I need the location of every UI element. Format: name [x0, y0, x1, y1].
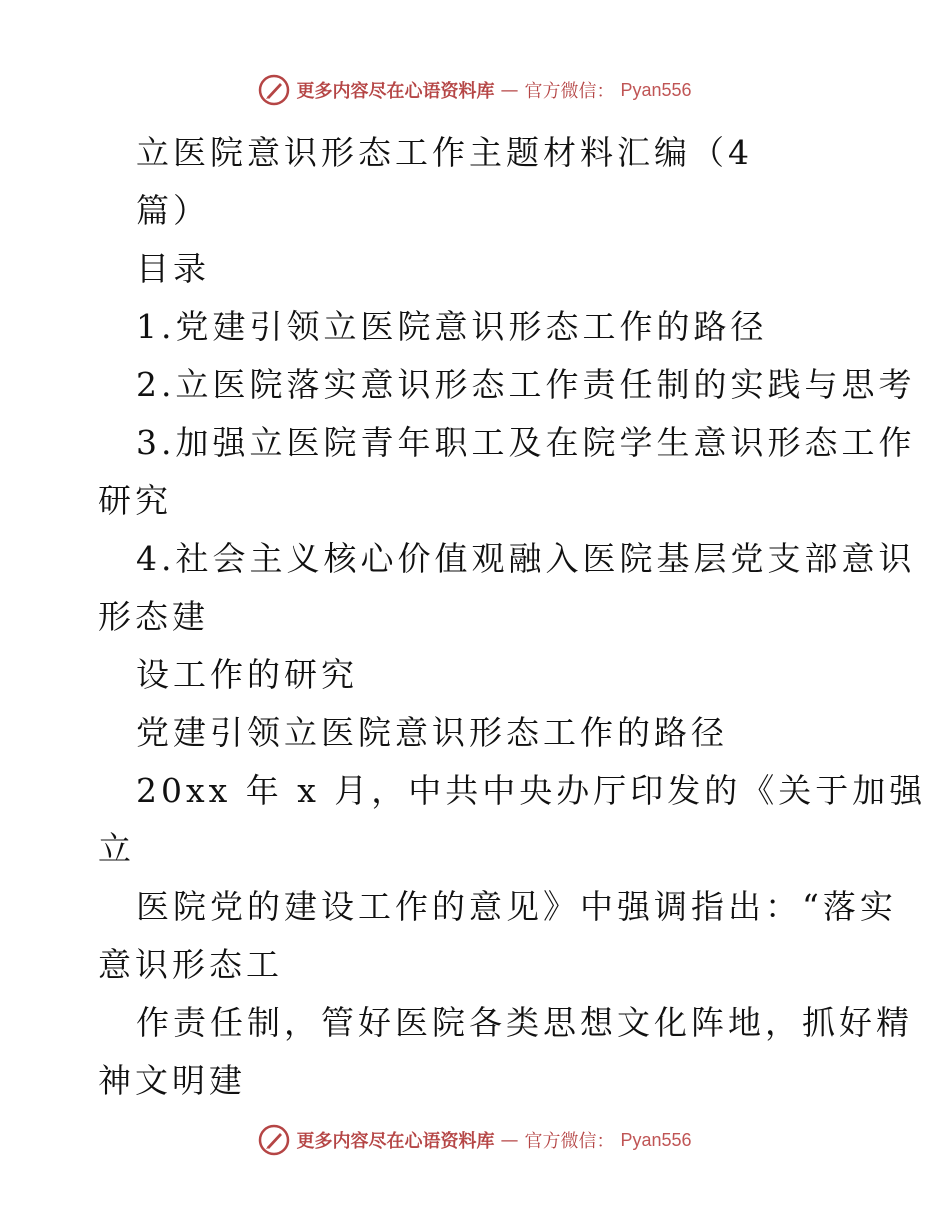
watermark-wechat-id: Pyan556: [620, 79, 692, 100]
document-line: 篇）: [136, 191, 210, 230]
watermark-site-text: 更多内容尽在心语资料库: [296, 81, 495, 102]
document-line: 目录: [136, 249, 210, 288]
document-line: 设工作的研究: [136, 655, 358, 694]
document-line: 1.党建引领立医院意识形态工作的路径: [136, 307, 768, 346]
document-line: 4.社会主义核心价值观融入医院基层党支部意识: [136, 539, 916, 578]
header-watermark: [0, 74, 950, 106]
document-line: 神文明建: [98, 1061, 246, 1100]
document-line: 医院党的建设工作的意见》中强调指出：“落实: [136, 887, 897, 926]
document-line: 2.立医院落实意识形态工作责任制的实践与思考: [136, 365, 916, 404]
document-body: [98, 124, 927, 1110]
watermark-wechat-id: Pyan556: [620, 1129, 692, 1150]
quill-logo-icon: [258, 74, 290, 106]
watermark-wechat-label: 官方微信：: [524, 81, 615, 102]
document-line: 立医院意识形态工作主题材料汇编（4: [136, 133, 753, 172]
watermark-site-text: 更多内容尽在心语资料库: [296, 1131, 495, 1152]
document-line: 立: [98, 829, 135, 868]
watermark-wechat-label: 官方微信：: [524, 1131, 615, 1152]
quill-logo-icon: [258, 1124, 290, 1156]
document-line: 20xx 年 x 月，中共中央办厅印发的《关于加强: [136, 771, 927, 810]
document-line: 作责任制，管好医院各类思想文化阵地，抓好精: [136, 1003, 913, 1042]
document-line: 研究: [98, 481, 172, 520]
watermark-separator: —: [500, 79, 519, 101]
document-line: 形态建: [98, 597, 209, 636]
footer-watermark: [0, 1124, 950, 1156]
document-line: 3.加强立医院青年职工及在院学生意识形态工作: [136, 423, 916, 462]
document-line: 意识形态工: [98, 945, 283, 984]
watermark-separator: —: [500, 1129, 519, 1151]
document-line: 党建引领立医院意识形态工作的路径: [136, 713, 728, 752]
